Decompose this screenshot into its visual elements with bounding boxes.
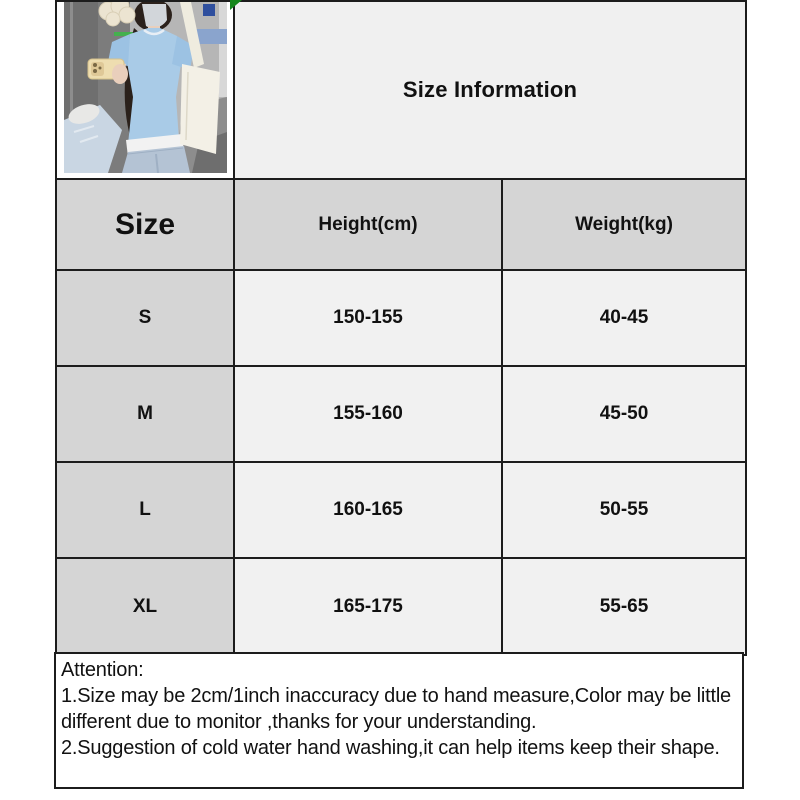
table-row-m	[56, 366, 746, 462]
size-label: S	[56, 270, 234, 366]
weight-value: 50-55	[502, 462, 746, 558]
table-row-s	[56, 270, 746, 366]
attention-note-2: 2.Suggestion of cold water hand washing,it can help items keep their shape.	[61, 737, 720, 759]
column-header-weight: Weight(kg)	[502, 179, 746, 270]
top-row	[56, 1, 746, 179]
product-photo-cell	[56, 1, 234, 179]
height-value: 155-160	[234, 366, 502, 462]
table-row-l	[56, 462, 746, 558]
product-photo	[64, 2, 227, 173]
column-header-height: Height(cm)	[234, 179, 502, 270]
size-label: L	[56, 462, 234, 558]
column-header-size: Size	[56, 179, 234, 270]
green-corner-marker-icon	[230, 0, 242, 10]
table-header-row	[56, 179, 746, 270]
weight-value: 45-50	[502, 366, 746, 462]
size-label: M	[56, 366, 234, 462]
height-value: 150-155	[234, 270, 502, 366]
weight-value: 55-65	[502, 558, 746, 655]
attention-box	[54, 652, 744, 789]
weight-value: 40-45	[502, 270, 746, 366]
attention-note-1: 1.Size may be 2cm/1inch inaccuracy due to hand measure,Color may be little different due to monitor ,thanks for your understanding.	[61, 685, 731, 733]
attention-heading: Attention:	[61, 659, 144, 681]
size-chart-table	[55, 0, 747, 656]
page-title: Size Information	[234, 1, 746, 179]
table-row-xl	[56, 558, 746, 655]
size-label: XL	[56, 558, 234, 655]
height-value: 160-165	[234, 462, 502, 558]
height-value: 165-175	[234, 558, 502, 655]
